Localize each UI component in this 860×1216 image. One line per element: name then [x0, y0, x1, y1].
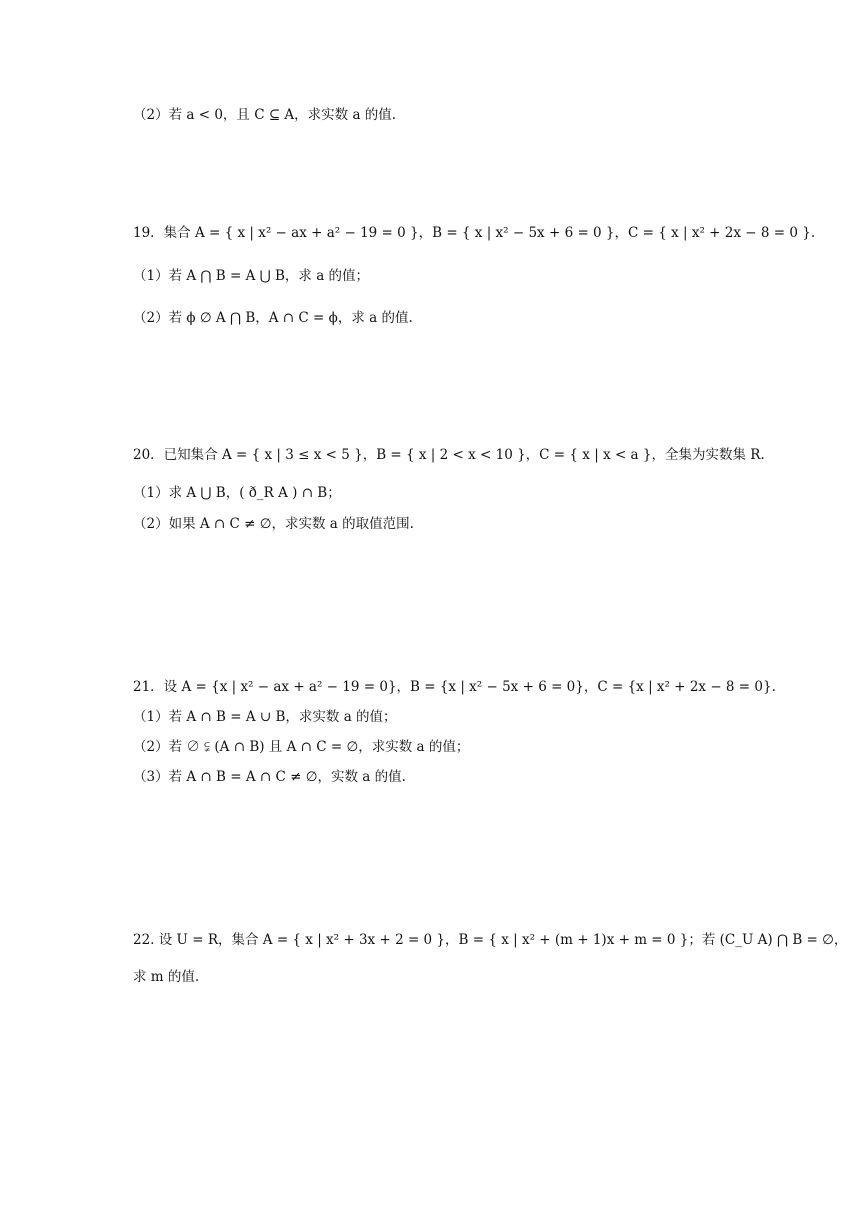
problem-21-statement: 21．设 A = {x | x² − ax + a² − 19 = 0}，B = {x | x² − 5x + 6 = 0}，C = {x | x² + 2x − 8 = 0}. [133, 679, 776, 695]
problem-20-part-2: （2）如果 A ∩ C ≠ ∅，求实数 a 的取值范围. [133, 516, 414, 532]
problem-20-part-1: （1）求 A ⋃ B，( ð_R A ) ∩ B； [133, 485, 341, 501]
problem-19-statement: 19．集合 A = { x | x² − ax + a² − 19 = 0 }，B = { x | x² − 5x + 6 = 0 }，C = { x | x² + 2x − 8 = 0 }. [133, 225, 816, 241]
problem-21-part-1: （1）若 A ∩ B = A ∪ B，求实数 a 的值； [133, 709, 397, 725]
problem-18-part-2: （2）若 a < 0，且 C ⊆ A，求实数 a 的值. [133, 107, 397, 123]
problem-22-question: 求 m 的值. [133, 969, 200, 985]
problem-21-part-3: （3）若 A ∩ B = A ∩ C ≠ ∅，实数 a 的值. [133, 769, 406, 785]
problem-20-statement: 20．已知集合 A = { x | 3 ≤ x < 5 }，B = { x | 2 < x < 10 }，C = { x | x < a }，全集为实数集 R. [133, 447, 765, 463]
problem-19-part-1: （1）若 A ⋂ B = A ⋃ B，求 a 的值； [133, 268, 370, 284]
problem-22-statement: 22. 设 U = R，集合 A = { x | x² + 3x + 2 = 0 }，B = { x | x² + (m + 1)x + m = 0 }；若 (C_U A) ⋂ B = ∅， [133, 932, 848, 948]
problem-21-part-2: （2）若 ∅ ⫋ (A ∩ B) 且 A ∩ C = ∅，求实数 a 的值； [133, 739, 470, 755]
problem-19-part-2: （2）若 ϕ ∅ A ⋂ B，A ∩ C = ϕ，求 a 的值. [133, 310, 413, 326]
